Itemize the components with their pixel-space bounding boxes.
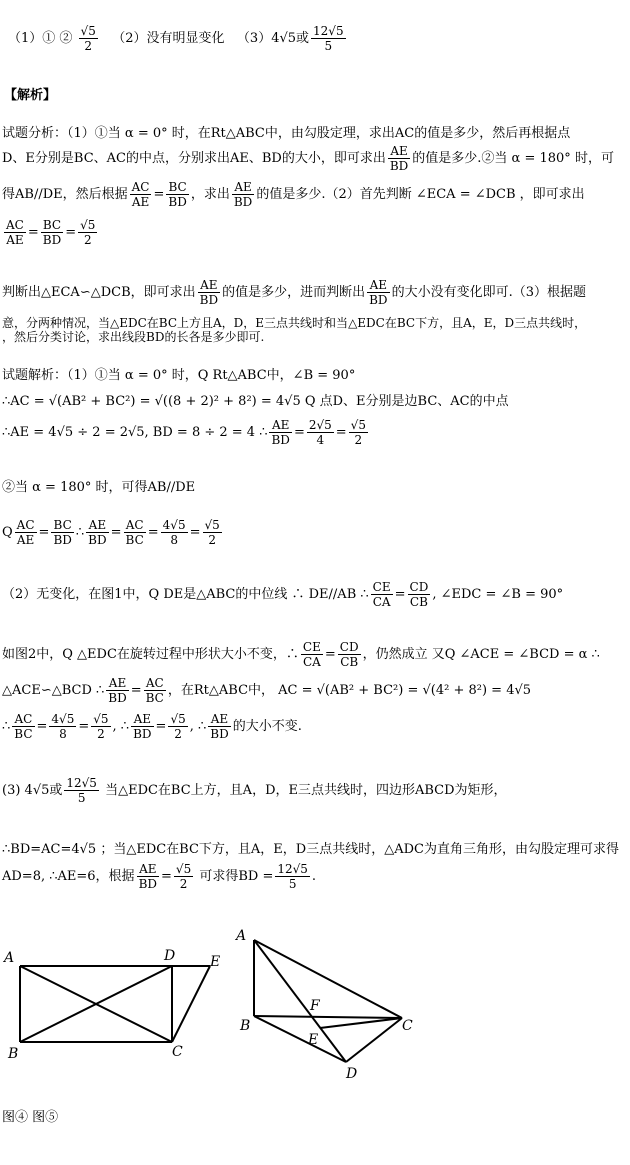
solution-line: ∴AC = √(AB² + BC²) = √((8 + 2)² + 8²) = 4√5 Q 点D、E分别是边BC、AC的中点	[2, 394, 509, 409]
solution-line: ②当 α = 180° 时，可得AB//DE	[2, 480, 196, 495]
fraction: $\frac{4√5}{8}$	[162, 518, 186, 547]
fraction: $\frac{AE}{BD}$	[210, 712, 229, 741]
solution-line: ∴BD=AC=4√5 ；当△EDC在BC下方，且A，E，D三点共线时，△ADC为直角三角形，由勾股定理可求得	[2, 842, 619, 857]
figure-4	[0, 940, 240, 1070]
section-header: 【解析】	[4, 88, 57, 103]
solution-line: 如图2中，Q △EDC在旋转过程中形状大小不变，∴ $\frac{CE}{CA}$ = $\frac{CD}{CB}$ ，仍然成立 又Q ∠ACE = ∠BCD = α ∴	[2, 640, 600, 669]
fraction: $\frac{CD}{CB}$	[409, 580, 429, 609]
solution-line: (3) 4√5或 $\frac{12√5}{5}$ 当△EDC在BC上方，且A，D，E三点共线时，四边形ABCD为矩形，	[2, 776, 507, 805]
answer-part3: （3）	[236, 31, 272, 46]
fraction: $\frac{√5}{2}$	[80, 218, 96, 247]
point-label: E	[210, 954, 221, 970]
point-label: C	[172, 1044, 183, 1060]
fraction: $\frac{AC}{BC}$	[145, 676, 164, 705]
fraction: $\frac{AC}{BC}$	[14, 712, 33, 741]
solution-line: （2）无变化，在图1中，Q DE是△ABC的中位线 ∴ DE//AB ∴ $\frac{CE}{CA}$ = $\frac{CD}{CB}$ , ∠EDC = ∠B = 90°	[2, 580, 564, 609]
fraction: $\frac{CE}{CA}$	[372, 580, 391, 609]
fraction: $\frac{AC}{AE}$	[16, 518, 35, 547]
figure-5	[230, 920, 430, 1085]
analysis-line: 意，分两种情况，当△EDC在BC上方且A，D，E三点共线时和当△EDC在BC下方，且A，E，D三点共线时，	[2, 316, 587, 330]
answer-part1: （1）① ②	[8, 31, 73, 46]
fraction: $\frac{AE}{BD}$	[108, 676, 127, 705]
fraction: $\frac{AE}{BD}$	[133, 712, 152, 741]
point-label: E	[308, 1032, 319, 1048]
point-label: D	[164, 948, 176, 964]
fraction: $\frac{AE}{BD}$	[138, 862, 158, 891]
fraction: $\frac{AE}{BD}$	[88, 518, 107, 547]
fraction: $\frac{AC}{AE}$	[131, 180, 150, 209]
fraction: $\frac{√5}{2}$	[350, 418, 366, 447]
fraction: $\frac{AC}{AE}$	[6, 218, 24, 247]
fraction: $\frac{AE}{BD}$	[271, 418, 290, 447]
solution-line: Q $\frac{AC}{AE}$ = $\frac{BC}{BD}$ ∴ $\frac{AE}{BD}$ = $\frac{AC}{BC}$ = $\frac{4√5}{8}$ = $\frac{√5}{2}$	[2, 518, 220, 547]
analysis-line: 试题分析：（1）①当 α = 0° 时，在Rt△ABC中，由勾股定理，求出AC的值是多少，然后再根据点	[2, 126, 571, 141]
analysis-line: 得AB//DE，然后根据 $\frac{AC}{AE}$ = $\frac{BC}{BD}$ ，求出 $\frac{AE}{BD}$ 的值是多少.（2）首先判断 ∠ECA = ∠DCB ，即可求出	[2, 180, 585, 209]
analysis-line: D、E分别是BC、AC的中点，分别求出AE、BD的大小，即可求出 $\frac{AE}{BD}$ 的值是多少.②当 α = 180° 时，可	[2, 144, 614, 173]
fraction: $\frac{AE}{BD}$	[199, 278, 219, 307]
fraction: $\frac{CE}{CA}$	[302, 640, 321, 669]
fraction: $\frac{√5}{2}$	[170, 712, 186, 741]
solution-line: ∴ $\frac{AC}{BC}$ = $\frac{4√5}{8}$ = $\frac{√5}{2}$ , ∴ $\frac{AE}{BD}$ = $\frac{√5}{2}$ , ∴ $\frac{AE}{BD}$ 的大小不变.	[2, 712, 302, 741]
fraction: $\frac{12√5}{5}$	[313, 24, 344, 53]
answer-part2: （2）没有明显变化	[112, 31, 225, 46]
analysis-line: ，然后分类讨论，求出线段BD的长各是多少即可.	[2, 330, 265, 344]
fraction: $\frac{√5}{2}$	[175, 862, 192, 891]
analysis-line: 判断出△ECA∽△DCB，即可求出 $\frac{AE}{BD}$ 的值是多少，进而判断出 $\frac{AE}{BD}$ 的大小没有变化即可.（3）根据题	[2, 278, 586, 307]
analysis-line: $\frac{AC}{AE}$ = $\frac{BC}{BD}$ = $\frac{√5}{2}$	[6, 218, 96, 247]
fraction: $\frac{√5}{2}$	[93, 712, 109, 741]
fraction: $\frac{BC}{BD}$	[168, 180, 187, 209]
fraction: $\frac{AE}{BD}$	[389, 144, 409, 173]
point-label: B	[8, 1046, 19, 1062]
answer-line: （1）① ② $\frac{√5}{2}$ （2）没有明显变化 （3）4√5或 $\frac{12√5}{5}$	[8, 24, 344, 53]
fraction: $\frac{12√5}{5}$	[66, 776, 97, 805]
figure-caption: 图④ 图⑤	[2, 1110, 59, 1125]
fraction: $\frac{12√5}{5}$	[277, 862, 308, 891]
fraction: $\frac{BC}{BD}$	[53, 518, 72, 547]
fraction: $\frac{√5}{2}$	[204, 518, 220, 547]
point-label: F	[310, 998, 320, 1014]
solution-line: AD=8, ∴AE=6，根据 $\frac{AE}{BD}$ = $\frac{√5}{2}$ 可求得BD = $\frac{12√5}{5}$ .	[2, 862, 317, 891]
fraction: $\frac{AE}{BD}$	[233, 180, 253, 209]
fraction: $\frac{√5}{2}$	[80, 24, 96, 53]
point-label: D	[346, 1066, 358, 1082]
fraction: $\frac{BC}{BD}$	[42, 218, 62, 247]
point-label: B	[240, 1018, 251, 1034]
fraction: $\frac{2√5}{4}$	[308, 418, 332, 447]
solution-line: 试题解析：（1）①当 α = 0° 时，Q Rt△ABC中，∠B = 90°	[2, 368, 356, 383]
point-label: A	[236, 928, 247, 944]
fraction: $\frac{AE}{BD}$	[369, 278, 388, 307]
fraction: $\frac{4√5}{8}$	[51, 712, 75, 741]
solution-line: △ACE∽△BCD ∴ $\frac{AE}{BD}$ = $\frac{AC}{BC}$ ，在Rt△ABC中， AC = √(AB² + BC²) = √(4² + 8²) = 4√5	[2, 676, 532, 705]
fraction: $\frac{CD}{CB}$	[339, 640, 359, 669]
point-label: A	[4, 950, 15, 966]
fraction: $\frac{AC}{BC}$	[125, 518, 144, 547]
solution-line: ∴AE = 4√5 ÷ 2 = 2√5, BD = 8 ÷ 2 = 4 ∴ $\frac{AE}{BD}$ = $\frac{2√5}{4}$ = $\frac{√5}{2}$	[2, 418, 366, 447]
point-label: C	[402, 1018, 413, 1034]
